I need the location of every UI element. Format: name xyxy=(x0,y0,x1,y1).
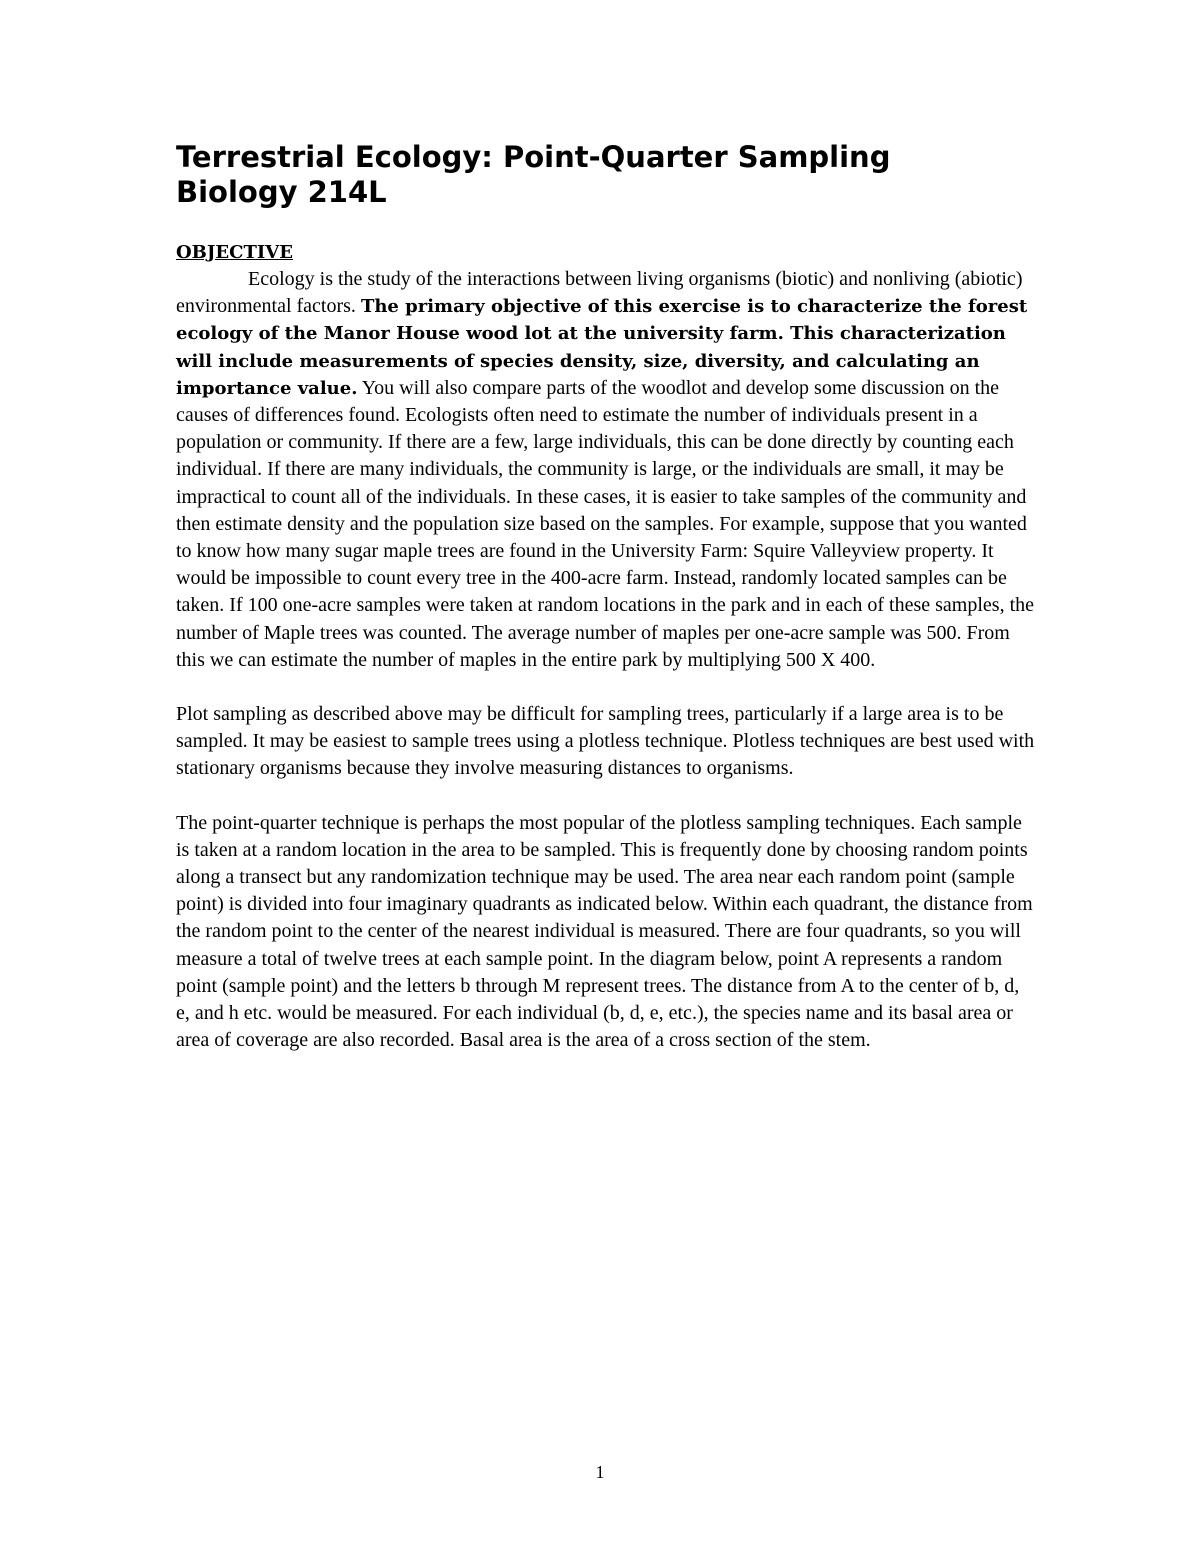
document-title xyxy=(176,140,1036,210)
title-line-2: Biology 214L xyxy=(176,175,387,209)
section-heading-objective: OBJECTIVE xyxy=(176,242,293,263)
page-number: 1 xyxy=(595,1462,605,1482)
paragraph-plot-sampling: Plot sampling as described above may be difficult for sampling trees, particularly if a large area is to be sampled. It may be easiest to sample trees using a plotless technique. Plotless techniques are best used with stationary organisms because they involve measuring distances to organisms. xyxy=(176,703,1035,780)
page-content xyxy=(176,140,1036,1054)
paragraph-objective-intro: Ecology is the study of the interactions between living organisms (biotic) and nonliving (abiotic) environmental factors. xyxy=(176,268,1023,318)
paragraph-objective xyxy=(176,266,1036,674)
paragraph-objective-bold: The primary objective of this exercise is to characterize the forest ecology of the Manor House wood lot at the university farm. This characterization will include measurements of species density, size, diversity, and calculating an importance value. xyxy=(176,296,1028,399)
paragraph-objective-rest: You will also compare parts of the woodlot and develop some discussion on the causes of differences found. Ecologists often need to estimate the number of individuals present in a population or community. If there are a few, large individuals, this can be done directly by counting each individual. If there are many individuals, the community is large, or the individuals are small, it may be impractical to count all of the individuals. In these cases, it is easier to take samples of the community and then estimate density and the population size based on the samples. For example, suppose that you wanted to know how many sugar maple trees are found in the University Farm: Squire Valleyview property. It would be impossible to count every tree in the 400-acre farm. Instead, randomly located samples can be taken. If 100 one-acre samples were taken at random locations in the park and in each of these samples, the number of Maple trees was counted. The average number of maples per one-acre sample was 500. From this we can estimate the number of maples in the entire park by multiplying 500 X 400. xyxy=(176,376,1035,671)
title-line-1: Terrestrial Ecology: Point-Quarter Sampling xyxy=(176,140,891,174)
paragraph-point-quarter: The point-quarter technique is perhaps the most popular of the plotless sampling techniques. Each sample is taken at a random location in the area to be sampled. This is frequently done by choosing random points along a transect but any randomization technique may be used. The area near each random point (sample point) is divided into four imaginary quadrants as indicated below. Within each quadrant, the distance from the random point to the center of the nearest individual is measured. There are four quadrants, so you will measure a total of twelve trees at each sample point. In the diagram below, point A represents a random point (sample point) and the letters b through M represent trees. The distance from A to the center of b, d, e, and h etc. would be measured. For each individual (b, d, e, etc.), the species name and its basal area or area of coverage are also recorded. Basal area is the area of a cross section of the stem. xyxy=(176,811,1033,1052)
